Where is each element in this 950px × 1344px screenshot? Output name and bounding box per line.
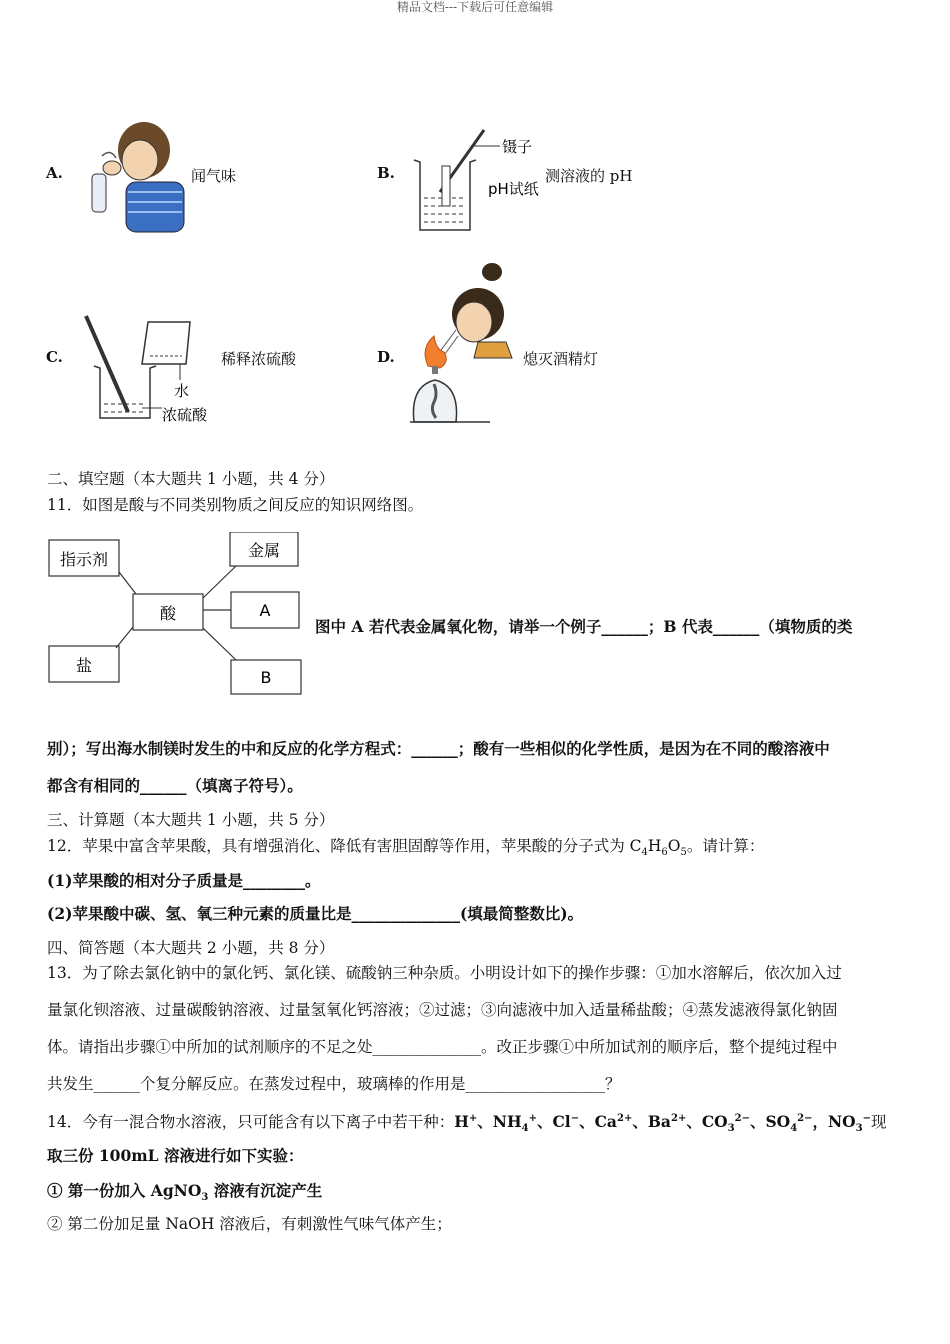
option-d-letter: D. bbox=[377, 348, 395, 366]
conc-acid-label: 浓硫酸 bbox=[162, 406, 208, 424]
girl-blowing-lamp-image bbox=[408, 258, 520, 426]
q11-text-line-3: 都含有相同的______（填离子符号）。 bbox=[47, 776, 303, 795]
ponytail-shape bbox=[482, 263, 502, 281]
q11-stem: 11．如图是酸与不同类别物质之间反应的知识网络图。 bbox=[47, 496, 424, 514]
q12-stem: 12．苹果中富含苹果酸，具有增强消化、降低有害胆固醇等作用，苹果酸的分子式为 $C_4H_6O_5$。请计算： bbox=[47, 837, 765, 859]
boy-smelling-image bbox=[88, 116, 188, 236]
q13-line-1: 13．为了除去氯化钠中的氯化钙、氯化镁、硫酸钠三种杂质。小明设计如下的操作步骤：①加水溶解后，依次加入过 bbox=[47, 964, 842, 982]
q14-experiment-1: ① 第一份加入 AgNO$_3$ 溶液有沉淀产生 bbox=[47, 1181, 323, 1204]
q14-stem: 14．今有一混合物水溶液，只可能含有以下离子中若干种：H+、$NH_4^+$、Cl−、$Ca^{2+}$、$Ba^{2+}$、$CO_3^{2-}$、$SO_4^{2-}$，$NO_3^-$现 bbox=[47, 1112, 887, 1135]
q13-line-3: 体。请指出步骤①中所加的试剂顺序的不足之处______________。改正步骤①中所加试剂的顺序后，整个提纯过程中 bbox=[47, 1038, 838, 1056]
metal-label: 金属 bbox=[247, 541, 281, 560]
section-3-heading: 三、计算题（本大题共 1 小题，共 5 分） bbox=[47, 811, 335, 829]
q14-experiment-2: ② 第二份加足量 NaOH 溶液后，有刺激性气味气体产生； bbox=[47, 1215, 452, 1233]
bottle-shape bbox=[92, 174, 106, 212]
ph-paper-shape bbox=[442, 166, 450, 206]
a-label: A bbox=[259, 601, 271, 620]
b-label: B bbox=[260, 668, 272, 687]
q13-line-2: 量氯化钡溶液、过量碳酸钠溶液、过量氢氧化钙溶液；②过滤；③向滤液中加入适量稀盐酸；④蒸发滤液得氯化钠固 bbox=[47, 1001, 838, 1019]
acid-label: 酸 bbox=[159, 604, 177, 623]
q12-part-1: (1)苹果酸的相对分子质量是________。 bbox=[47, 871, 321, 890]
option-c-letter: C. bbox=[46, 348, 63, 366]
hand-shape bbox=[103, 161, 121, 175]
option-c-caption: 稀释浓硫酸 bbox=[221, 350, 297, 368]
receiving-beaker-shape bbox=[94, 366, 156, 418]
dilute-acid-image bbox=[78, 312, 223, 428]
indicator-connector bbox=[119, 572, 136, 594]
option-a-letter: A. bbox=[46, 164, 63, 182]
q13-line-4: 共发生______个复分解反应。在蒸发过程中，玻璃棒的作用是__________________？ bbox=[47, 1075, 621, 1093]
indicator-label: 指示剂 bbox=[59, 550, 109, 569]
q11-text-line-2: 别）；写出海水制镁时发生的中和反应的化学方程式：______；酸有一些相似的化学性质，是因为在不同的酸溶液中 bbox=[47, 739, 830, 758]
option-b-letter: B. bbox=[377, 164, 395, 182]
water-label: 水 bbox=[174, 382, 190, 400]
face-shape bbox=[122, 140, 158, 180]
flame-shape bbox=[425, 336, 446, 368]
option-a-caption: 闻气味 bbox=[191, 167, 237, 185]
ph-test-image bbox=[404, 124, 546, 236]
girl-face-shape bbox=[456, 302, 492, 342]
tweezers-label: 镊子 bbox=[502, 138, 533, 156]
glass-rod-shape bbox=[86, 316, 128, 412]
sweater-shape bbox=[126, 182, 184, 232]
option-b-caption: 测溶液的 pH bbox=[545, 167, 633, 185]
page-header: 精品文档---下载后可任意编辑 bbox=[396, 0, 554, 14]
girl-shirt-shape bbox=[474, 342, 512, 358]
b-connector bbox=[203, 628, 236, 660]
pouring-beaker-shape bbox=[142, 322, 190, 364]
section-2-heading: 二、填空题（本大题共 1 小题，共 4 分） bbox=[47, 470, 335, 488]
q12-part-2: (2)苹果酸中碳、氢、氧三种元素的质量比是______________(填最简整数比)。 bbox=[47, 904, 584, 923]
ph-paper-label: pH试纸 bbox=[488, 180, 539, 198]
q11-text-line-1: 图中 A 若代表金属氧化物，请举一个例子______；B 代表______（填物质的类 bbox=[315, 617, 853, 636]
option-d-caption: 熄灭酒精灯 bbox=[523, 350, 599, 368]
section-4-heading: 四、简答题（本大题共 2 小题，共 8 分） bbox=[47, 939, 335, 957]
salt-connector bbox=[116, 627, 133, 648]
acid-network-diagram bbox=[46, 532, 306, 700]
salt-label: 盐 bbox=[75, 656, 93, 675]
q14-line-2: 取三份 100mL 溶液进行如下实验： bbox=[47, 1146, 304, 1165]
